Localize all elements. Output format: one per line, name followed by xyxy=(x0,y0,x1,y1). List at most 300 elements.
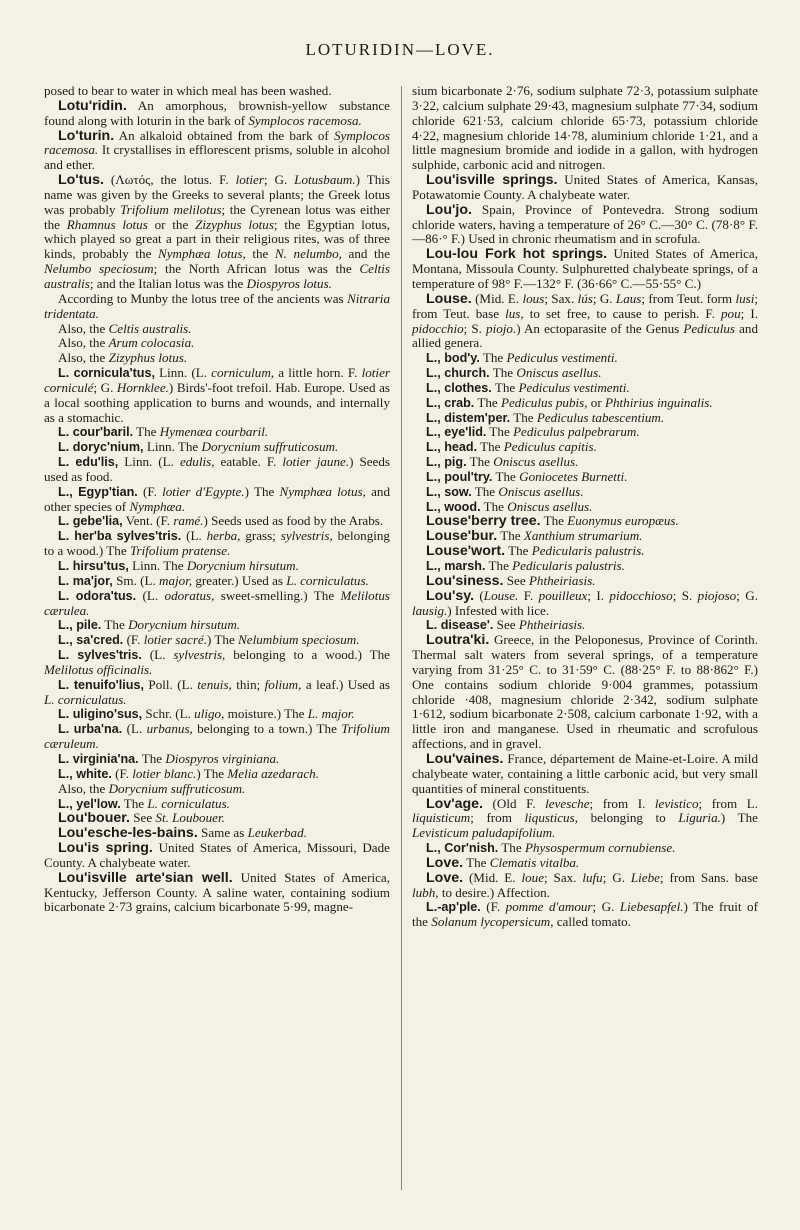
body-text: The xyxy=(486,424,514,440)
dictionary-entry xyxy=(412,529,758,544)
italic-text: Liebe xyxy=(630,869,660,885)
body-text: Sm. (L. xyxy=(112,572,159,588)
body-text: According to Munby the lotus tree of the ancients was xyxy=(58,290,348,306)
italic-text: Nelumbo speciosum xyxy=(44,261,154,277)
body-text: United States of America, Kentucky, Jefferson County. A saline water, containing sodium bicarbonate 2·73 grains, calcium bicarbonate 5·99, magne- xyxy=(44,869,390,915)
italic-text: Celtis australis xyxy=(44,261,390,291)
body-text: The xyxy=(466,454,494,470)
italic-text: liquisticum xyxy=(412,810,471,826)
italic-text: Nymphæa lotus, xyxy=(158,246,246,262)
italic-text: Diospyros lotus. xyxy=(246,275,332,291)
body-text: Vent. (F. xyxy=(122,513,174,529)
italic-text: lús xyxy=(577,290,593,306)
italic-text: Pediculus tabescentium. xyxy=(536,409,665,425)
subheadword: L.-ap'ple. xyxy=(426,900,481,915)
body-text: The xyxy=(480,498,508,514)
italic-text: Zizyphus lotus xyxy=(195,216,274,232)
body-text: ) The xyxy=(196,765,228,781)
italic-text: Dorycnium hirsutum. xyxy=(128,617,241,633)
italic-text: Trifolium cæruleum. xyxy=(44,721,391,752)
subheadword: L., clothes. xyxy=(426,380,492,395)
body-text: grass; xyxy=(240,528,281,544)
dictionary-entry xyxy=(44,336,390,351)
body-text: The xyxy=(540,513,568,529)
dictionary-entry xyxy=(44,455,390,485)
left-column xyxy=(44,84,390,915)
italic-text: sylvestris, xyxy=(173,647,226,663)
italic-text: Melia azedarach. xyxy=(227,765,319,781)
subheadword: L., yel'low. xyxy=(58,796,121,811)
dictionary-entry xyxy=(44,99,390,129)
italic-text: Pediculus pubis, xyxy=(500,394,588,410)
body-text: ; the Cyrenean lotus was either the xyxy=(44,201,390,232)
body-text: (Λωτός, the lotus. F. xyxy=(103,172,236,188)
dictionary-entry xyxy=(412,797,758,842)
body-text: France, département de Maine-et-Loire. A mild chalybeate water, containing a little carbonic acid, but very small quantities of mineral constituents. xyxy=(412,750,758,796)
subheadword: L. edu'lis, xyxy=(58,455,119,470)
body-text: ) The fruit of the xyxy=(412,899,758,930)
dictionary-entry xyxy=(44,589,390,619)
subheadword: L., head. xyxy=(426,440,478,455)
italic-text: Hymenæa courbaril. xyxy=(159,424,269,440)
subheadword: L., pig. xyxy=(426,455,467,470)
italic-text: Pedicularis palustris. xyxy=(512,558,625,573)
italic-text: Dorycnium suffruticosum. xyxy=(108,780,246,796)
italic-text: Dorycnium suffruticosum. xyxy=(201,439,339,455)
italic-text: Phthirius inguinalis. xyxy=(605,394,713,410)
body-text: Poll. (L. xyxy=(144,676,198,692)
body-text: belonging to xyxy=(577,810,679,826)
italic-text: Solanum lycopersicum, xyxy=(431,914,554,930)
body-text: ; and the Italian lotus was the xyxy=(89,275,247,291)
italic-text: Nitraria tridentata. xyxy=(44,290,390,321)
body-text: called tomato. xyxy=(553,914,631,930)
body-text: Also, the xyxy=(58,780,109,796)
subheadword: L., poul'try. xyxy=(426,469,493,484)
italic-text: lufu xyxy=(582,869,603,885)
italic-text: sylvestris, xyxy=(280,528,333,544)
dictionary-entry xyxy=(44,485,390,515)
body-text: The xyxy=(485,558,513,573)
italic-text: Arum colocasia. xyxy=(108,335,195,351)
italic-text: Rhamnus lotus xyxy=(66,216,148,232)
headword: Lou-lou Fork hot springs. xyxy=(426,246,608,263)
body-text: The xyxy=(133,424,160,440)
headword: Love. xyxy=(426,854,464,871)
dictionary-entry xyxy=(412,752,758,797)
running-header: LOTURIDIN—LOVE. xyxy=(305,40,495,59)
subheadword: L., Cor'nish. xyxy=(426,841,499,856)
body-text: Linn. The xyxy=(143,439,202,455)
subheadword: L., distem'per. xyxy=(426,410,511,425)
dictionary-entry xyxy=(412,633,758,752)
body-text: belonging to a wood.) The xyxy=(225,647,390,663)
dictionary-entry xyxy=(44,425,390,440)
body-text: United States of America, Kansas, Potawatomie County. A chalybeate water. xyxy=(412,172,759,202)
dictionary-entry xyxy=(44,722,390,752)
body-text: ; from L. xyxy=(698,795,759,811)
body-text: The xyxy=(463,854,490,870)
dictionary-entry xyxy=(412,366,758,381)
body-text: United States of America, Montana, Missoula County. Sulphuretted chalybeate springs, of a temperature of 98° F.—132° F. (36·66° C.—55·55° C.) xyxy=(412,246,758,291)
body-text: ; I. xyxy=(740,305,758,321)
body-text: ; from I. xyxy=(589,795,655,811)
dictionary-entry xyxy=(44,648,390,678)
italic-text: Melilotus officinalis. xyxy=(44,661,153,677)
body-text: moisture.) The xyxy=(224,706,308,722)
dictionary-entry xyxy=(412,470,758,485)
italic-text: lotier d'Egypte. xyxy=(162,483,245,499)
subheadword: L. disease'. xyxy=(426,618,494,633)
body-text: and allied genera. xyxy=(412,320,758,351)
subheadword: L., sow. xyxy=(426,484,472,499)
italic-text: Pediculus vestimenti. xyxy=(506,350,618,366)
body-text: ) The xyxy=(720,810,758,826)
subheadword: L. hirsu'tus, xyxy=(58,559,129,573)
dictionary-entry xyxy=(44,84,390,99)
body-text: The xyxy=(120,795,148,811)
italic-text: tenuis, xyxy=(197,676,232,692)
body-text: ) Seeds used as food by the Arabs. xyxy=(203,513,384,529)
italic-text: L. corniculatus. xyxy=(286,572,369,588)
body-text: An alkaloid obtained from the bark of xyxy=(114,127,334,143)
body-text: ) This name was given by the Greeks to several plants; the Greek lotus was probably xyxy=(44,172,390,217)
italic-text: Pediculus palpebrarum. xyxy=(513,424,640,440)
body-text: (F. xyxy=(137,483,163,499)
dictionary-entry xyxy=(44,782,390,797)
dictionary-entry xyxy=(412,500,758,515)
dictionary-entry xyxy=(44,514,390,529)
body-text: ) Birds'-foot trefoil. Hab. Europe. Used as a local soothing application to burns and wounds, and internally as a stomachic. xyxy=(44,379,390,425)
dictionary-entry xyxy=(412,351,758,366)
italic-text: liqusticus, xyxy=(524,810,578,826)
body-text: See xyxy=(493,617,519,633)
headword: Louse. xyxy=(426,290,472,307)
italic-text: Symplocos racemosa. xyxy=(44,127,390,158)
dictionary-entry xyxy=(412,514,758,529)
italic-text: Louse. xyxy=(483,587,519,603)
italic-text: pomme d'amour xyxy=(505,899,593,915)
headword: Louse'berry tree. xyxy=(426,513,541,530)
dictionary-entry xyxy=(44,826,390,841)
italic-text: odoratus, xyxy=(164,587,215,603)
italic-text: Laus xyxy=(615,290,642,306)
dictionary-entry xyxy=(44,707,390,722)
italic-text: loue xyxy=(521,869,545,885)
italic-text: Euonymus europæus. xyxy=(567,513,679,529)
italic-text: Diospyros virginiana. xyxy=(165,750,280,766)
body-text: belonging to a town.) The xyxy=(192,721,342,737)
subheadword: L. ma'jor, xyxy=(58,573,113,588)
body-text: ; from Sans. base xyxy=(659,869,758,885)
dictionary-entry xyxy=(44,618,390,633)
italic-text: St. Loubouer. xyxy=(155,810,225,826)
headword: Lou'siness. xyxy=(426,572,504,589)
headword: Lov'age. xyxy=(426,795,483,812)
body-text: The xyxy=(498,840,525,856)
italic-text: lus, xyxy=(505,305,524,321)
italic-text: lous xyxy=(522,290,545,306)
italic-text: lubh, xyxy=(412,884,439,900)
body-text: (L. xyxy=(136,587,165,603)
dictionary-entry xyxy=(44,633,390,648)
body-text: Linn. (L. xyxy=(118,454,180,470)
body-text: to desire.) Affection. xyxy=(438,884,550,900)
subheadword: L. odora'tus. xyxy=(58,588,137,603)
dictionary-entry xyxy=(412,574,758,589)
italic-text: L. corniculatus. xyxy=(44,691,127,707)
body-text: ; G. xyxy=(263,172,295,188)
body-text: and other species of xyxy=(44,483,390,514)
italic-text: Xanthium strumarium. xyxy=(523,528,643,544)
dictionary-entry xyxy=(44,811,390,826)
body-text: Spain, Province of Pontevedra. Strong sodium chloride waters, having a temperature of 26° C.—30° C. (78·8° F.—86·° F.) Used in chronic rheumatism and in scrofula. xyxy=(412,201,758,247)
dictionary-entry xyxy=(412,900,758,930)
dictionary-entry xyxy=(44,440,390,455)
body-text: belonging to a wood.) The xyxy=(44,528,390,559)
subheadword: L. doryc'nium, xyxy=(58,440,144,455)
italic-text: Leukerbad. xyxy=(247,825,307,841)
body-text: ; from Teut. form xyxy=(641,290,736,306)
italic-text: Nymphæa lotus, xyxy=(279,483,366,499)
body-text: ) The xyxy=(244,483,280,499)
dictionary-entry xyxy=(44,871,390,916)
dictionary-entry xyxy=(44,529,390,559)
dictionary-entry xyxy=(412,856,758,871)
italic-text: Oniscus asellus. xyxy=(516,365,602,381)
headword: Lou'vaines. xyxy=(426,750,504,767)
column-divider xyxy=(401,86,402,1190)
body-text: The xyxy=(497,528,524,544)
subheadword: L. tenuifo'lius, xyxy=(58,677,144,692)
subheadword: L., crab. xyxy=(426,395,475,410)
body-text: Same as xyxy=(197,825,248,841)
body-text: ; G. xyxy=(592,899,620,915)
subheadword: L., church. xyxy=(426,366,490,381)
headword: Lou'isville springs. xyxy=(426,172,558,189)
body-text: ; G. xyxy=(592,290,616,306)
body-text: sweet-smelling.) The xyxy=(214,587,341,603)
dictionary-entry xyxy=(412,84,758,173)
dictionary-entry xyxy=(44,678,390,708)
italic-text: Liguria. xyxy=(678,810,721,826)
italic-text: Phtheiriasis. xyxy=(518,617,586,633)
headword: Louse'wort. xyxy=(426,543,506,560)
dictionary-entry xyxy=(44,797,390,812)
dictionary-entry xyxy=(412,871,758,901)
body-text: Also, the xyxy=(58,335,109,351)
body-text: The xyxy=(471,483,499,499)
italic-text: L. major. xyxy=(307,706,355,722)
dictionary-entry xyxy=(44,129,390,174)
italic-text: Symplocos racemosa. xyxy=(248,112,362,128)
body-text: the xyxy=(245,246,275,262)
italic-text: Oniscus asellus. xyxy=(493,454,579,470)
body-text: Linn. The xyxy=(128,558,187,573)
italic-text: levistico xyxy=(654,795,699,811)
italic-text: Nymphæa. xyxy=(129,498,186,514)
dictionary-entry xyxy=(412,247,758,292)
body-text: It crystallises in efflorescent prisms, soluble in alcohol and ether. xyxy=(44,142,390,173)
body-text: The xyxy=(489,365,517,381)
subheadword: L., Egyp'tian. xyxy=(58,484,138,499)
subheadword: L., pile. xyxy=(58,618,102,633)
italic-text: Lotusbaum. xyxy=(294,172,356,188)
italic-text: Nelumbium speciosum. xyxy=(238,632,360,648)
dictionary-entry xyxy=(412,618,758,633)
headword: Lou'is spring. xyxy=(58,840,153,857)
italic-text: corniculum, xyxy=(211,365,275,381)
body-text: ; the Egyptian lotus, which played so great a part in their religious rites, was of three kinds, probably the xyxy=(44,216,390,262)
italic-text: Dorycnium hirsutum. xyxy=(186,558,299,573)
dictionary-entry xyxy=(412,411,758,426)
italic-text: Levisticum paludapifolium. xyxy=(412,825,556,841)
dictionary-entry xyxy=(412,544,758,559)
body-text: The xyxy=(505,543,532,559)
body-text: See xyxy=(503,572,529,588)
body-text: The xyxy=(491,379,519,395)
body-text: ; S. xyxy=(672,587,698,603)
dictionary-entry xyxy=(44,173,390,292)
italic-text: ramé. xyxy=(173,513,204,529)
body-text: (Old F. xyxy=(483,795,546,811)
subheadword: L. cour'baril. xyxy=(58,425,134,440)
body-text: ) An ectoparasite of the Genus xyxy=(516,320,684,336)
body-text: (L. xyxy=(122,721,147,737)
italic-text: Melilotus cærulea. xyxy=(44,587,390,618)
dictionary-entry xyxy=(412,559,758,574)
italic-text: piojo. xyxy=(486,320,517,336)
headword: Lotu'ridin. xyxy=(58,97,127,114)
dictionary-entry xyxy=(412,203,758,248)
subheadword: L., eye'lid. xyxy=(426,425,487,440)
italic-text: lausig. xyxy=(412,602,448,618)
italic-text: Physospermum cornubiense. xyxy=(524,840,676,856)
italic-text: Liebesapfel. xyxy=(619,899,684,915)
italic-text: piojoso xyxy=(697,587,737,603)
dictionary-entry xyxy=(412,485,758,500)
headword: Lo'turin. xyxy=(58,127,115,144)
italic-text: Pediculus xyxy=(683,320,735,336)
subheadword: L., white. xyxy=(58,766,112,781)
dictionary-entry xyxy=(412,425,758,440)
body-text: ; I. xyxy=(587,587,610,603)
body-text: The xyxy=(138,750,166,766)
body-text: thin; xyxy=(231,676,265,692)
body-text: to set free, to cause to perish. F. xyxy=(523,305,721,321)
italic-text: Pedicularis palustris. xyxy=(531,543,645,559)
body-text: The xyxy=(474,394,501,410)
headword: Loutra'ki. xyxy=(426,632,490,649)
body-text: a little horn. F. xyxy=(274,365,362,381)
italic-text: Clematis vitalba. xyxy=(489,854,580,870)
subheadword: L., marsh. xyxy=(426,559,486,573)
body-text: The xyxy=(477,439,504,455)
body-text: ; from xyxy=(470,810,525,826)
body-text: An amorphous, brownish-yellow substance found along with loturin in the bark of xyxy=(44,97,390,128)
body-text: ) The xyxy=(207,632,239,648)
body-text: (Mid. E. xyxy=(471,290,523,306)
italic-text: L. corniculatus. xyxy=(147,795,230,811)
subheadword: L. urba'na. xyxy=(58,722,123,737)
dictionary-entry xyxy=(44,366,390,425)
italic-text: urbanus, xyxy=(146,721,193,737)
subheadword: L., bod'y. xyxy=(426,351,480,366)
italic-text: pidocchioso xyxy=(609,587,673,603)
body-text: Greece, in the Peloponesus, Province of Corinth. Thermal salt waters from several springs, of a temperature varying from 31·25° C. to 31·59° C. (88·25° F. to 88·862° F.) One contains sodium chloride 9·004 grammes, potassium chloride ·408, magnesium chloride 2·342, sodium sulphate 1·612, sodium bicarbonate 2·508, calcium carbonate 1·92, with a little iron and manganese. Used in rheumatic and scrofulous affections, and in gravel. xyxy=(412,632,758,752)
italic-text: folium, xyxy=(264,676,302,692)
italic-text: pouilleux xyxy=(538,587,588,603)
dictionary-entry xyxy=(44,767,390,782)
italic-text: uligo, xyxy=(194,706,225,722)
body-text: ; G. xyxy=(602,869,631,885)
headword: Lo'tus. xyxy=(58,172,104,189)
italic-text: Goniocetes Burnetti. xyxy=(519,468,628,484)
subheadword: L. her'ba sylves'tris. xyxy=(58,529,182,544)
subheadword: L. cornicula'tus, xyxy=(58,366,155,381)
dictionary-entry xyxy=(44,841,390,871)
italic-text: pidocchio xyxy=(412,320,464,336)
body-text: (L. xyxy=(141,647,174,663)
dictionary-entry xyxy=(44,559,390,574)
body-text: and the xyxy=(341,246,391,262)
body-text: (F. xyxy=(111,765,133,781)
subheadword: L. gebe'lia, xyxy=(58,514,123,529)
body-text: Linn. (L. xyxy=(154,365,212,381)
headword: Love. xyxy=(426,869,464,886)
dictionary-entry xyxy=(412,455,758,470)
body-text: greater.) Used as xyxy=(192,572,287,588)
italic-text: Pediculus capitis. xyxy=(503,439,597,455)
body-text: The xyxy=(510,409,537,425)
body-text: ; G. xyxy=(736,587,758,603)
body-text: Also, the xyxy=(58,320,109,336)
body-text: ) Infested with lice. xyxy=(447,602,550,618)
dictionary-entry xyxy=(44,351,390,366)
italic-text: Oniscus asellus. xyxy=(507,498,593,514)
dictionary-entry xyxy=(412,589,758,619)
dictionary-entry xyxy=(412,841,758,856)
body-text: ) Seeds used as food. xyxy=(44,454,390,484)
headword: Lou'bouer. xyxy=(58,810,130,827)
italic-text: lotier blanc. xyxy=(132,765,197,781)
body-text: United States of America, Missouri, Dade County. A chalybeate water. xyxy=(44,840,390,870)
dictionary-entry xyxy=(412,292,758,351)
italic-text: N. nelumbo, xyxy=(274,246,342,262)
italic-text: Trifolium melilotus xyxy=(120,201,222,217)
dictionary-entry xyxy=(44,574,390,589)
subheadword: L. uligino'sus, xyxy=(58,707,143,722)
subheadword: L. virginia'na. xyxy=(58,751,139,766)
italic-text: Zizyphus lotus. xyxy=(108,350,188,366)
body-text: ; Sax. xyxy=(544,290,578,306)
subheadword: L., wood. xyxy=(426,499,481,514)
italic-text: Pediculus vestimenti. xyxy=(518,379,630,395)
body-text: Also, the xyxy=(58,350,109,366)
italic-text: Trifolium pratense. xyxy=(129,543,231,559)
body-text: or the xyxy=(147,216,196,232)
body-text: ( xyxy=(474,587,484,603)
body-text: ; Sax. xyxy=(544,869,583,885)
body-text: ; the North African lotus was the xyxy=(153,261,360,277)
headword: Lou'esche-les-bains. xyxy=(58,825,198,842)
italic-text: Oniscus asellus. xyxy=(498,483,584,499)
body-text: eatable. F. xyxy=(214,454,283,470)
body-text: posed to bear to water in which meal has been washed. xyxy=(44,83,332,98)
italic-text: major, xyxy=(159,572,193,588)
italic-text: edulis, xyxy=(179,454,215,470)
dictionary-entry xyxy=(44,292,390,322)
